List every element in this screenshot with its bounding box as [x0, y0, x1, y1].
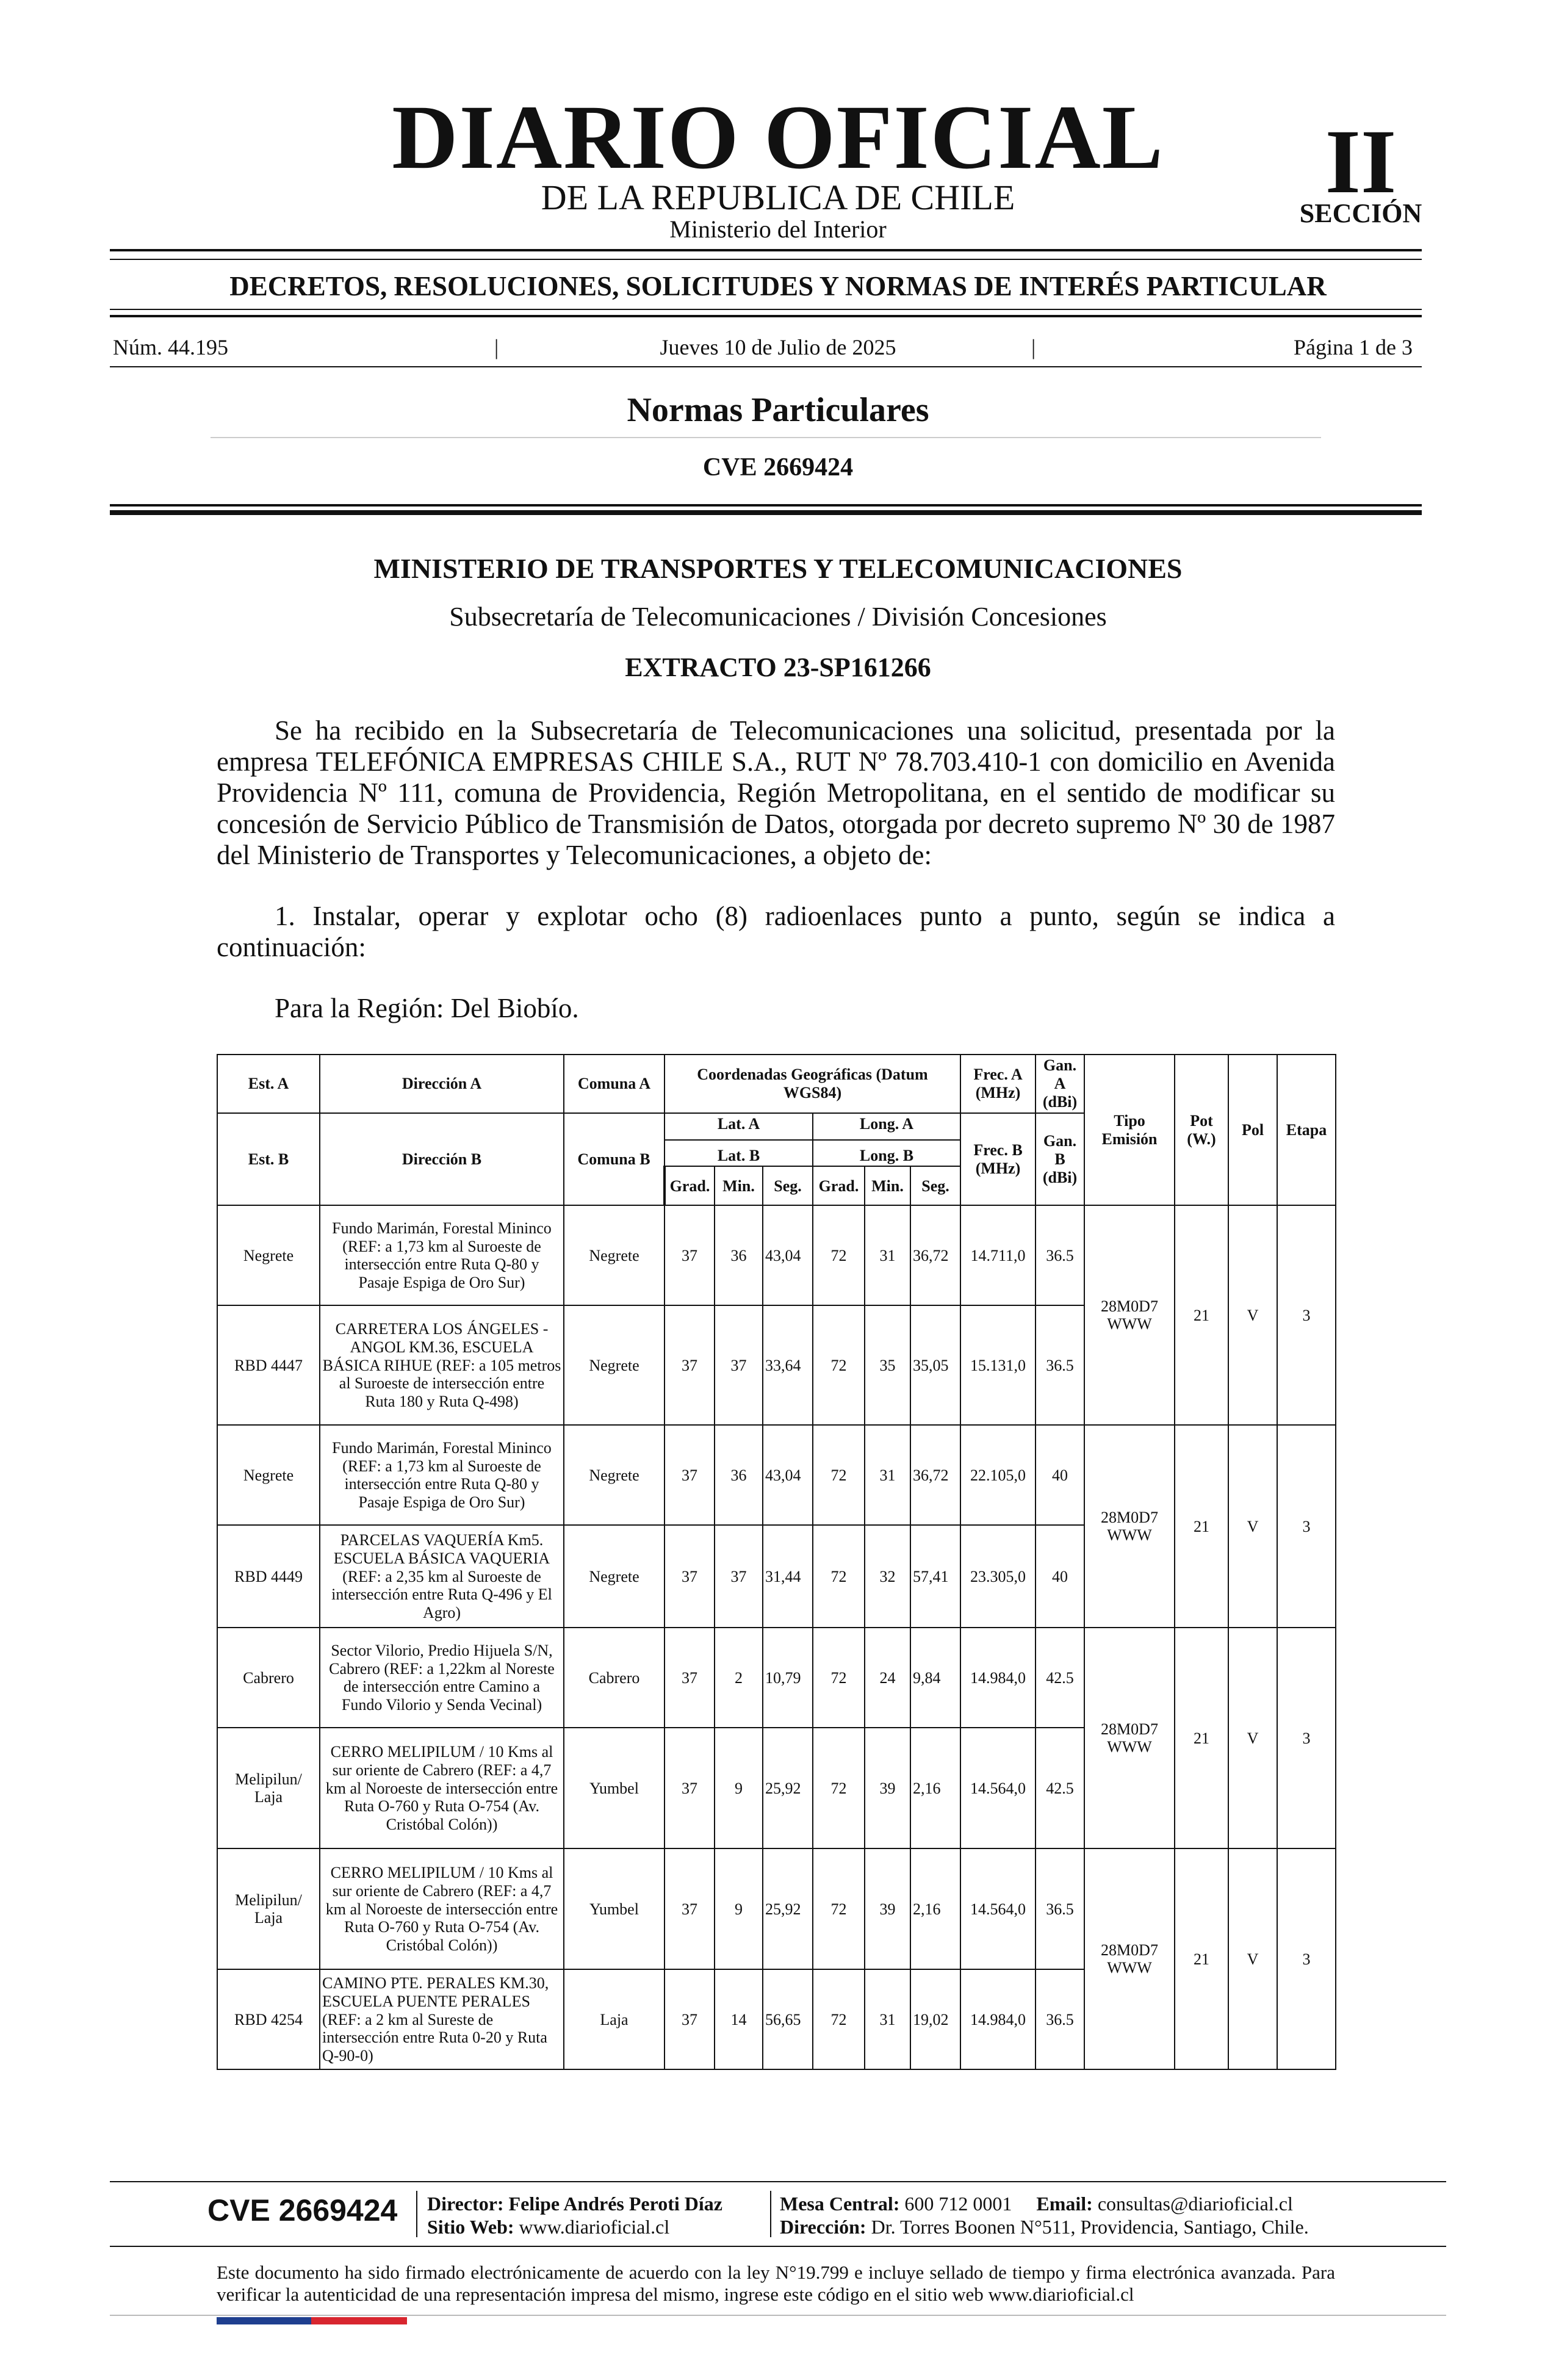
cell-a-gain: 36.5: [1036, 1205, 1084, 1305]
link-emission-type: 28M0D7 WWW: [1084, 1425, 1175, 1628]
cell-b-address: CERRO MELIPILUM / 10 Kms al sur oriente de Cabrero (REF: a 4,7 km al Noroeste de intersección entre Ruta O-760 y Ruta O-754 (Av. Cristóbal Colón)): [320, 1728, 564, 1848]
footer-separator: [416, 2191, 417, 2237]
cell-b-lat-deg: 37: [665, 1525, 715, 1628]
cell-b-lon-deg: 72: [813, 1525, 865, 1628]
cell-b-comuna: Negrete: [564, 1305, 665, 1425]
cell-b-lon-sec: 35,05: [910, 1305, 960, 1425]
page-indicator: Página 1 de 3: [1294, 335, 1413, 359]
cell-a-address: Sector Vilorio, Predio Hijuela S/N, Cabrero (REF: a 1,22km al Noreste de intersección entre Camino a Fundo Vilorio y Senda Vecinal): [320, 1628, 564, 1728]
link-polarization: V: [1228, 1205, 1277, 1425]
link-power: 21: [1175, 1425, 1228, 1628]
cell-b-lat-min: 14: [715, 1969, 763, 2069]
footer-web-label: Sitio Web:: [427, 2216, 514, 2238]
link-emission-type: 28M0D7 WWW: [1084, 1628, 1175, 1848]
footer-divider: [110, 2315, 1446, 2316]
cell-a-lon-sec: 2,16: [910, 1848, 960, 1969]
header-min: Min.: [715, 1166, 763, 1205]
cell-a-gain: 40: [1036, 1425, 1084, 1525]
cell-b-address: PARCELAS VAQUERÍA Km5. ESCUELA BÁSICA VAQUERIA (REF: a 2,35 km al Suroeste de intersección entre Ruta Q-496 y El Agro): [320, 1525, 564, 1628]
table-row: [217, 1628, 1336, 1728]
cell-a-lat-sec: 43,04: [763, 1425, 813, 1525]
cell-b-gain: 42.5: [1036, 1728, 1084, 1848]
cell-a-frequency: 14.984,0: [960, 1628, 1036, 1728]
cell-a-address: Fundo Marimán, Forestal Mininco (REF: a 1,73 km al Suroeste de intersección entre Ruta Q-80 y Pasaje Espiga de Oro Sur): [320, 1425, 564, 1525]
cell-b-lon-sec: 19,02: [910, 1969, 960, 2069]
header-comuna-a: Comuna A: [564, 1055, 665, 1113]
header-lat-b: Lat. B: [665, 1139, 812, 1165]
cell-a-lat-deg: 37: [665, 1425, 715, 1525]
divider: [110, 259, 1422, 260]
cell-a-lon-deg: 72: [813, 1205, 865, 1305]
divider: [110, 510, 1422, 515]
cell-a-station: Negrete: [217, 1425, 320, 1525]
cell-b-lon-min: 39: [865, 1728, 910, 1848]
header-min: Min.: [865, 1166, 910, 1205]
divider: [110, 504, 1422, 507]
footer-legal-text: Este documento ha sido firmado electrónicamente de acuerdo con la ley N°19.799 e incluye sellado de tiempo y firma electrónica avanzada. Para verificar la autenticidad de una representación impresa del mismo, ingrese este código en el sitio web www.diarioficial.cl: [217, 2262, 1335, 2305]
header-etapa: Etapa: [1277, 1055, 1336, 1205]
cell-a-lon-min: 31: [865, 1205, 910, 1305]
cell-a-lon-min: 39: [865, 1848, 910, 1969]
cell-a-lon-sec: 9,84: [910, 1628, 960, 1728]
cell-a-lon-deg: 72: [813, 1425, 865, 1525]
footer-direccion: Dr. Torres Boonen N°511, Providencia, Santiago, Chile.: [871, 2216, 1309, 2238]
cell-a-lon-sec: 36,72: [910, 1425, 960, 1525]
footer-direccion-label: Dirección:: [780, 2216, 866, 2238]
cell-b-station: RBD 4449: [217, 1525, 320, 1628]
cell-a-gain: 36.5: [1036, 1848, 1084, 1969]
link-stage: 3: [1277, 1205, 1336, 1425]
cell-b-lat-deg: 37: [665, 1728, 715, 1848]
divider: [110, 315, 1422, 317]
section-number: II: [1325, 111, 1397, 212]
link-power: 21: [1175, 1205, 1228, 1425]
cell-b-lon-sec: 57,41: [910, 1525, 960, 1628]
header-gan-a: Gan. A (dBi): [1036, 1055, 1084, 1113]
header-pot: Pot (W.): [1175, 1055, 1228, 1205]
cell-b-comuna: Yumbel: [564, 1728, 665, 1848]
cell-a-lon-deg: 72: [813, 1628, 865, 1728]
cell-b-lon-deg: 72: [813, 1305, 865, 1425]
cell-b-lon-deg: 72: [813, 1728, 865, 1848]
cell-b-gain: 36.5: [1036, 1969, 1084, 2069]
divider: [110, 366, 1422, 367]
cell-a-station: Negrete: [217, 1205, 320, 1305]
cell-a-station: Cabrero: [217, 1628, 320, 1728]
cell-b-frequency: 15.131,0: [960, 1305, 1036, 1425]
link-polarization: V: [1228, 1425, 1277, 1628]
link-emission-type: 28M0D7 WWW: [1084, 1205, 1175, 1425]
footer-mesa: 600 712 0001: [904, 2193, 1012, 2215]
header-seg: Seg.: [763, 1166, 813, 1205]
cell-a-frequency: 22.105,0: [960, 1425, 1036, 1525]
cell-a-lat-deg: 37: [665, 1205, 715, 1305]
header-frec-a: Frec. A (MHz): [960, 1055, 1036, 1113]
header-tipo: Tipo Emisión: [1084, 1055, 1175, 1205]
footer-director: Felipe Andrés Peroti Díaz: [508, 2193, 722, 2215]
cell-b-address: CAMINO PTE. PERALES KM.30, ESCUELA PUENTE PERALES (REF: a 2 km al Sureste de intersección entre Ruta 0-20 y Ruta Q-90-0): [320, 1969, 564, 2069]
flag-stripe-blue: [217, 2317, 311, 2324]
header-est-b: Est. B: [217, 1113, 320, 1206]
divider: [110, 249, 1422, 251]
cell-b-lat-min: 37: [715, 1305, 763, 1425]
cell-a-lat-deg: 37: [665, 1848, 715, 1969]
cell-a-lat-sec: 10,79: [763, 1628, 813, 1728]
footer-mesa-label: Mesa Central:: [780, 2193, 900, 2215]
header-grad: Grad.: [665, 1166, 715, 1205]
cell-b-lon-min: 35: [865, 1305, 910, 1425]
cell-b-comuna: Negrete: [564, 1525, 665, 1628]
header-seg: Seg.: [910, 1166, 960, 1205]
cell-b-station: Melipilun/ Laja: [217, 1728, 320, 1848]
cell-a-lat-sec: 25,92: [763, 1848, 813, 1969]
cell-b-gain: 40: [1036, 1525, 1084, 1628]
header-lat-a: Lat. A: [717, 1114, 760, 1133]
footer-divider: [110, 2181, 1446, 2182]
header-coords: Coordenadas Geográficas (Datum WGS84): [665, 1055, 960, 1113]
cell-a-comuna: Negrete: [564, 1205, 665, 1305]
header-dir-a: Dirección A: [320, 1055, 564, 1113]
issue-separator: |: [494, 335, 499, 359]
cell-a-lon-min: 24: [865, 1628, 910, 1728]
radiolinks-table: [217, 1054, 1336, 2070]
cell-b-station: RBD 4447: [217, 1305, 320, 1425]
ministry-heading: MINISTERIO DE TRANSPORTES Y TELECOMUNICACIONES: [373, 553, 1183, 584]
extract-title: EXTRACTO 23-SP161266: [625, 652, 931, 682]
issue-separator: |: [1031, 335, 1036, 359]
cell-b-lat-sec: 25,92: [763, 1728, 813, 1848]
cell-a-lat-min: 36: [715, 1205, 763, 1305]
cell-a-lat-min: 9: [715, 1848, 763, 1969]
cell-b-frequency: 14.564,0: [960, 1728, 1036, 1848]
link-polarization: V: [1228, 1628, 1277, 1848]
footer-director-block: [427, 2192, 722, 2238]
cve-code: CVE 2669424: [702, 453, 854, 481]
cell-a-address: CERRO MELIPILUM / 10 Kms al sur oriente de Cabrero (REF: a 4,7 km al Noroeste de intersección entre Ruta O-760 y Ruta O-754 (Av. Cristóbal Colón)): [320, 1848, 564, 1969]
cell-b-station: RBD 4254: [217, 1969, 320, 2069]
header-long-b: Long. B: [813, 1139, 960, 1165]
cell-a-lat-deg: 37: [665, 1628, 715, 1728]
footer-email-label: Email:: [1036, 2193, 1093, 2215]
header-frec-b: Frec. B (MHz): [960, 1113, 1036, 1206]
link-stage: 3: [1277, 1848, 1336, 2069]
cell-a-gain: 42.5: [1036, 1628, 1084, 1728]
header-est-a: Est. A: [217, 1055, 320, 1113]
cell-a-comuna: Negrete: [564, 1425, 665, 1525]
cell-a-lon-min: 31: [865, 1425, 910, 1525]
body-paragraph: 1. Instalar, operar y explotar ocho (8) radioenlaces punto a punto, según se indica a continuación:: [217, 901, 1335, 962]
cell-a-lat-min: 2: [715, 1628, 763, 1728]
header-long-ab: [813, 1113, 960, 1167]
cell-a-lon-deg: 72: [813, 1848, 865, 1969]
body-paragraph: Se ha recibido en la Subsecretaría de Telecomunicaciones una solicitud, presentada por la empresa TELEFÓNICA EMPRESAS CHILE S.A., RUT Nº 78.703.410-1 con domicilio en Avenida Providencia Nº 111, comuna de Providencia, Región Metropolitana, en el sentido de modificar su concesión de Servicio Público de Transmisión de Datos, otorgada por decreto supremo Nº 30 de 1987 del Ministerio de Transportes y Telecomunicaciones, a objeto de:: [217, 715, 1335, 870]
issue-number: Núm. 44.195: [113, 335, 228, 359]
cell-b-lon-deg: 72: [813, 1969, 865, 2069]
header-dir-b: Dirección B: [320, 1113, 564, 1206]
cell-a-frequency: 14.711,0: [960, 1205, 1036, 1305]
cell-b-lat-min: 9: [715, 1728, 763, 1848]
table-row: [217, 1848, 1336, 1969]
cell-b-frequency: 23.305,0: [960, 1525, 1036, 1628]
header-gan-b: Gan. B (dBi): [1036, 1113, 1084, 1206]
region-line: Para la Región: Del Biobío.: [275, 993, 579, 1023]
cell-b-comuna: Laja: [564, 1969, 665, 2069]
link-emission-type: 28M0D7 WWW: [1084, 1848, 1175, 2069]
cell-a-address: Fundo Marimán, Forestal Mininco (REF: a 1,73 km al Suroeste de intersección entre Ruta Q-80 y Pasaje Espiga de Oro Sur): [320, 1205, 564, 1305]
link-power: 21: [1175, 1628, 1228, 1848]
header-lat-ab: [665, 1113, 813, 1167]
cell-b-lon-min: 32: [865, 1525, 910, 1628]
link-polarization: V: [1228, 1848, 1277, 2069]
header-comuna-b: Comuna B: [564, 1113, 665, 1206]
flag-stripe-red: [311, 2317, 407, 2324]
masthead-subtitle: DE LA REPUBLICA DE CHILE: [541, 178, 1015, 217]
cell-a-lon-sec: 36,72: [910, 1205, 960, 1305]
masthead-ministry: Ministerio del Interior: [669, 215, 887, 243]
cell-b-gain: 36.5: [1036, 1305, 1084, 1425]
cell-b-lat-sec: 56,65: [763, 1969, 813, 2069]
footer-separator: [770, 2191, 771, 2237]
cell-b-lat-deg: 37: [665, 1969, 715, 2069]
footer-web-link[interactable]: www.diarioficial.cl: [519, 2216, 670, 2238]
cell-a-lat-sec: 43,04: [763, 1205, 813, 1305]
cell-b-lat-min: 37: [715, 1525, 763, 1628]
table-row: [217, 1205, 1336, 1305]
banner-heading: DECRETOS, RESOLUCIONES, SOLICITUDES Y NORMAS DE INTERÉS PARTICULAR: [229, 271, 1327, 301]
divider: [110, 309, 1422, 310]
header-grad: Grad.: [813, 1166, 865, 1205]
cell-a-comuna: Cabrero: [564, 1628, 665, 1728]
cell-a-comuna: Yumbel: [564, 1848, 665, 1969]
cell-a-station: Melipilun/ Laja: [217, 1848, 320, 1969]
section-label: SECCIÓN: [1299, 198, 1422, 228]
link-power: 21: [1175, 1848, 1228, 2069]
section-title: Normas Particulares: [627, 391, 929, 429]
cell-b-lat-deg: 37: [665, 1305, 715, 1425]
footer-director-label: Director:: [427, 2193, 504, 2215]
cell-b-lon-min: 31: [865, 1969, 910, 2069]
cell-b-lat-sec: 31,44: [763, 1525, 813, 1628]
cell-b-frequency: 14.984,0: [960, 1969, 1036, 2069]
footer-cve-code: CVE 2669424: [207, 2193, 398, 2227]
cell-a-lat-min: 36: [715, 1425, 763, 1525]
link-stage: 3: [1277, 1628, 1336, 1848]
table-row: [217, 1425, 1336, 1525]
divider: [211, 437, 1321, 438]
masthead-title: DIARIO OFICIAL: [392, 87, 1164, 188]
cell-a-frequency: 14.564,0: [960, 1848, 1036, 1969]
cell-b-lat-sec: 33,64: [763, 1305, 813, 1425]
footer-contact-block: [780, 2192, 1309, 2238]
link-stage: 3: [1277, 1425, 1336, 1628]
cell-b-lon-sec: 2,16: [910, 1728, 960, 1848]
header-long-a: Long. A: [859, 1114, 914, 1133]
sub-heading: Subsecretaría de Telecomunicaciones / División Concesiones: [449, 602, 1107, 632]
footer-email-link[interactable]: consultas@diarioficial.cl: [1097, 2193, 1293, 2215]
cell-b-address: CARRETERA LOS ÁNGELES - ANGOL KM.36, ESCUELA BÁSICA RIHUE (REF: a 105 metros al Suroeste de intersección entre Ruta 180 y Ruta Q-498): [320, 1305, 564, 1425]
footer-divider: [110, 2246, 1446, 2247]
issue-date: Jueves 10 de Julio de 2025: [660, 335, 896, 359]
header-pol: Pol: [1228, 1055, 1277, 1205]
